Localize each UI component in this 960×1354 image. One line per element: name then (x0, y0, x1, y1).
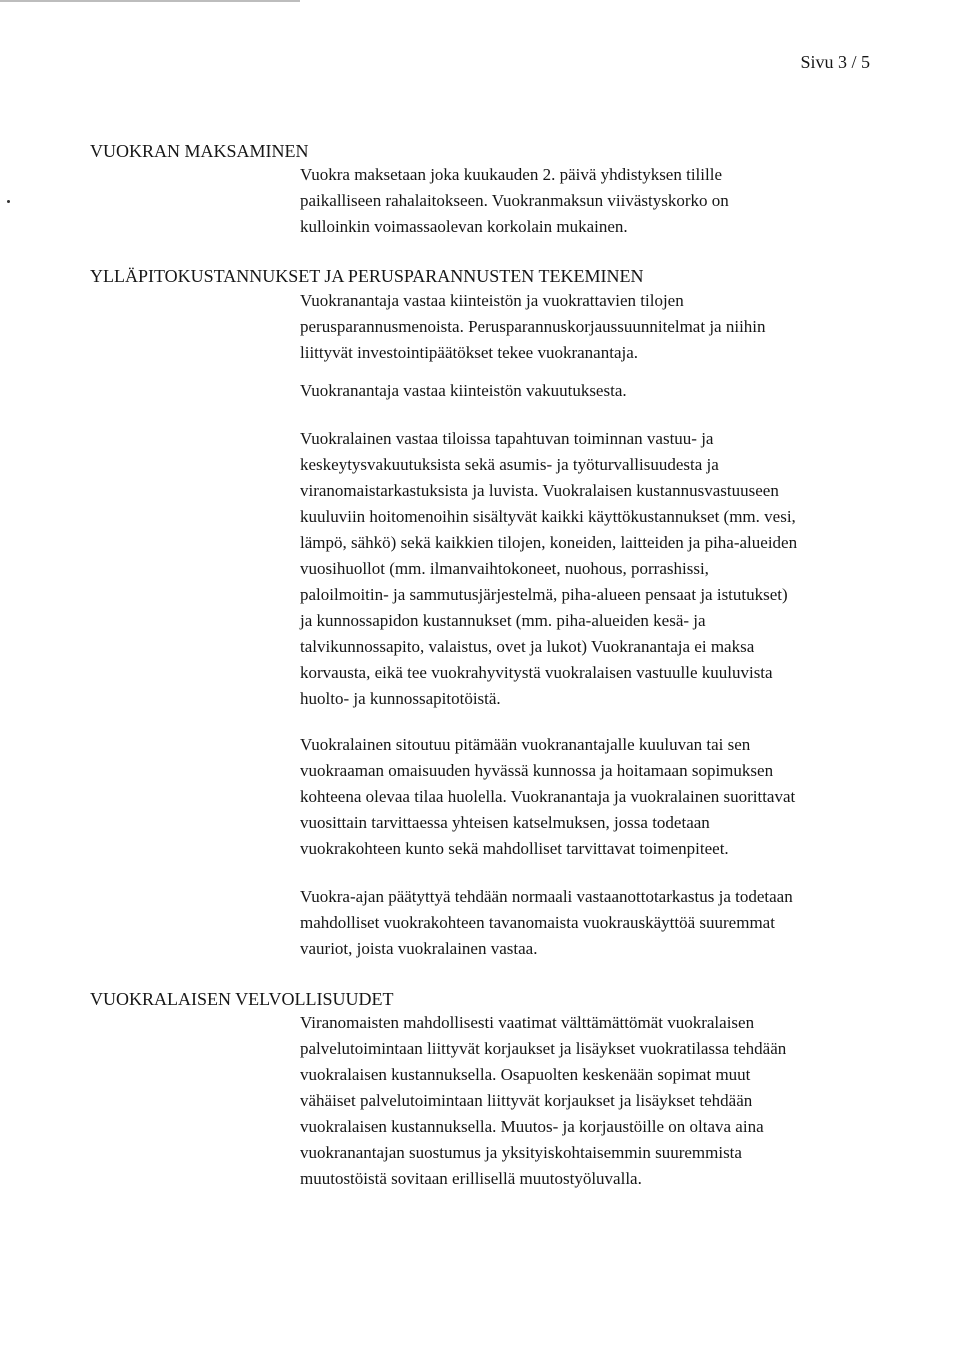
text-line: vuokrakohteen kunto sekä mahdolliset tarvittavat toimenpiteet. (300, 839, 729, 858)
text-line: lämpö, sähkö) sekä kaikkien tilojen, koneiden, laitteiden ja piha-alueiden (300, 533, 798, 552)
text-line: Vuokralainen vastaa tiloissa tapahtuvan toiminnan vastuu- ja (300, 429, 714, 448)
text-line: vuosittain tarvittaessa yhteisen katselmuksen, jossa todetaan (300, 813, 710, 832)
scan-speck (7, 200, 10, 203)
text-line: Vuokra maksetaan joka kuukauden 2. päivä yhdistyksen tilille (300, 165, 722, 184)
text-line: paloilmoitin- ja sammutusjärjestelmä, piha-alueen pensaat ja istutukset) (300, 585, 788, 604)
text-line: viranomaistarkastuksista ja luvista. Vuokralaisen kustannusvastuuseen (300, 481, 779, 500)
text-line: vuokraaman omaisuuden hyvässä kunnossa ja hoitamaan sopimuksen (300, 761, 774, 780)
text-line: vähäiset palvelutoimintaan liittyvät korjaukset ja lisäykset tehdään (300, 1091, 753, 1110)
text-line: Viranomaisten mahdollisesti vaatimat välttämättömät vuokralaisen (300, 1013, 755, 1032)
text-line: vuokralaisen kustannuksella. Muutos- ja korjaustöille on oltava aina (300, 1117, 764, 1136)
text-line: keskeytysvakuutuksista sekä asumis- ja työturvallisuudesta ja (300, 455, 719, 474)
text-line: vuosihuollot (mm. ilmanvaihtokoneet, nuohous, porrashissi, (300, 559, 709, 578)
text-line: vauriot, joista vuokralainen vastaa. (300, 939, 538, 958)
text-line: paikalliseen rahalaitokseen. Vuokranmaksun viivästyskorko on (300, 191, 729, 210)
scan-edge-line (0, 0, 300, 2)
text-line: perusparannusmenoista. Perusparannuskorjaussuunnitelmat ja niihin (300, 317, 766, 336)
text-line: mahdolliset vuokrakohteen tavanomaista vuokrauskäyttöä suuremmat (300, 913, 775, 932)
text-line: Vuokra-ajan päätyttyä tehdään normaali vastaanottotarkastus ja todetaan (300, 887, 793, 906)
page-number: Sivu 3 / 5 (800, 52, 870, 72)
text-line: vuokralaisen kustannuksella. Osapuolten keskenään sopimat muut (300, 1065, 751, 1084)
section-heading-maintenance-costs: YLLÄPITOKUSTANNUKSET JA PERUSPARANNUSTEN TEKEMINEN (90, 266, 644, 286)
text-line: palvelutoimintaan liittyvät korjaukset ja lisäykset vuokratilassa tehdään (300, 1039, 787, 1058)
text-line: vuokranantajan suostumus ja yksityiskohtaisemmin suuremmista (300, 1143, 742, 1162)
paragraph-property-care (300, 732, 880, 862)
section-heading-tenant-obligations: VUOKRALAISEN VELVOLLISUUDET (90, 989, 394, 1009)
text-line: Vuokranantaja vastaa kiinteistön vakuutuksesta. (300, 381, 627, 400)
text-line: Vuokranantaja vastaa kiinteistön ja vuokrattavien tilojen (300, 291, 684, 310)
text-line: ja kunnossapidon kustannukset (mm. piha-alueiden kesä- ja (300, 611, 706, 630)
text-line: kulloinkin voimassaolevan korkolain mukainen. (300, 217, 628, 236)
text-line: Vuokralainen sitoutuu pitämään vuokranantajalle kuuluvan tai sen (300, 735, 751, 754)
paragraph-insurance (300, 378, 880, 404)
section-heading-rent-payment: VUOKRAN MAKSAMINEN (90, 141, 309, 161)
text-line: huolto- ja kunnossapitotöistä. (300, 689, 501, 708)
text-line: kuuluviin hoitomenoihin sisältyvät kaikki käyttökustannukset (mm. vesi, (300, 507, 796, 526)
text-line: kohteena olevaa tilaa huolella. Vuokranantaja ja vuokralainen suorittavat (300, 787, 796, 806)
paragraph-tenant-responsibility (300, 426, 880, 712)
text-line: korvausta, eikä tee vuokrahyvitystä vuokralaisen vastuulle kuuluvista (300, 663, 773, 682)
text-line: talvikunnossapito, valaistus, ovet ja lukot) Vuokranantaja ei maksa (300, 637, 755, 656)
text-line: muutostöistä sovitaan erillisellä muutostyöluvalla. (300, 1169, 642, 1188)
paragraph-renovation-costs (300, 288, 880, 366)
paragraph-rent-payment (300, 162, 880, 240)
text-line: liittyvät investointipäätökset tekee vuokranantaja. (300, 343, 639, 362)
paragraph-end-inspection (300, 884, 880, 962)
paragraph-tenant-obligations (300, 1010, 880, 1192)
